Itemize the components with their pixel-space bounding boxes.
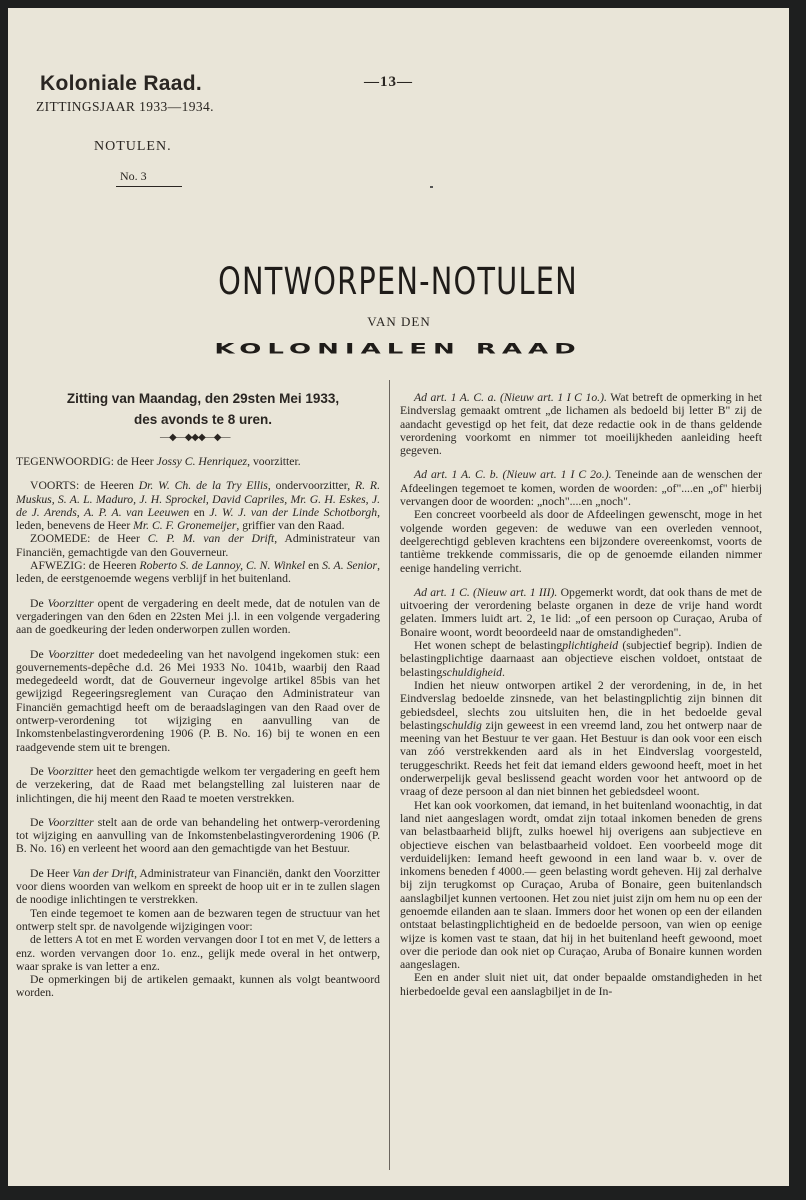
left-column — [8, 455, 380, 1000]
document-page — [8, 8, 789, 1186]
paragraph: De Voorzitter opent de vergadering en deelt mede, dat de notulen van de vergaderingen van den 6den en 22sten Mei j.l. in een volgende vergadering aan de goedkeuring der leden onderworpen zullen worden. — [16, 596, 380, 637]
paragraph: De opmerkingen bij de artikelen gemaakt, kunnen als volgt beantwoord worden. — [16, 973, 380, 1000]
paragraph: Een concreet voorbeeld als door de Afdeelingen gewenscht, moge in het volgende worden gegeven: de weduwe van een overleden vennoot, deelgerechtigd gebleven krachtens een bijzondere overeenkomst, voorts de tantième trekkende commissaris, die op de genoemde eilanden nimmer eenige handeling verricht. — [400, 508, 762, 575]
issue-number: No. 3 — [120, 169, 296, 187]
paragraph: VOORTS: de Heeren Dr. W. Ch. de la Try Ellis, ondervoorzitter, R. R. Muskus, S. A. L. Maduro, J. H. Sprockel, David Capriles, Mr. G. H. Eskes, J. de J. Arends, A. P. A. van Leeuwen en J. W. J. van der Linde Schotborgh, leden, benevens de Heer Mr. C. F. Gronemeijer, griffier van den Raad. — [16, 479, 380, 533]
paragraph: Ad art. 1 A. C. a. (Nieuw art. 1 I C 1o.). Wat betreft de opmerking in het Eindverslag gemaakt omtrent „de lichamen als bedoeld bij letter B" zij de aandacht gevestigd op het feit, dat deze redactie ook in de thans geldende verordening voorkomt en nimmer tot moeilijkheden aanleiding heeft gegeven. — [400, 391, 762, 458]
main-title: ONTWORPEN-NOTULEN — [218, 260, 578, 303]
paragraph: Het kan ook voorkomen, dat iemand, in het buitenland woonachtig, in dat land niet aangeslagen wordt, omdat zijn totaal inkomen beneden de grens van belastbaarheid blijft, zulks hoewel hij overigens aan subjectieve en objectieve eischen van belastbaarheid voldoet. Een voorbeeld moge dit verduidelijken: Iemand heeft gewoond in een land waar b. v. over de inkomens beneden f 4000.— geen belasting wordt geheven. Hij zal derhalve bij zijn terugkomst op Curaçao, Aruba of Bonaire, geen buitenlandsch aanslagbiljet kunnen vertoonen. Het zou niet juist zijn om hem nu op een der genoemde eilanden aan te slaan. Immers door het wonen op een der eilanden ontstaat belastingplichtigheid en de bedoelde persoon, van wien op eenige wijze is komen vast te staan, dat hij in het buitenland heeft gewoond, moet over die periode dan ook niet op Curaçao, Aruba of Bonaire kunnen worden aangeslagen. — [400, 798, 762, 972]
session-heading — [34, 388, 372, 430]
council-title: KOLONIALEN RAAD — [214, 340, 582, 358]
session-heading-line2: des avonds te 8 uren. — [133, 412, 273, 427]
paragraph: De Voorzitter doet mededeeling van het navolgend ingekomen stuk: een gouvernements-depêche d.d. 26 Mei 1933 No. 1041b, waarbij den Raad medegedeeld wordt, dat de Gouverneur ingevolge artikel 85bis van het gewijzigd Regeeringsreglement van Curaçao den Administrateur van Financiën gemachtigd heeft om de beraadslagingen van den Raad over de ontwerp-verordening tot wijziging en aanvulling van de Inkomstenbelastingverordening 1906 (P. B. No. 16) bij te wonen en een raadgevende stem uit te brengen. — [16, 647, 380, 754]
paragraph: De Voorzitter stelt aan de orde van behandeling het ontwerp-verordening tot wijziging en aanvulling van de Inkomstenbelastingverordening 1906 (P. B. No. 16) en verleent het woord aan den gemachtigde van het Bestuur. — [16, 815, 380, 856]
right-column — [400, 391, 762, 998]
paragraph: De Voorzitter heet den gemachtigde welkom ter vergadering en geeft hem de verzekering, dat de Raad met belangstelling zal luisteren naar de inlichtingen, die hij meent den Raad te moeten verstrekken. — [16, 764, 380, 805]
document-header — [36, 72, 296, 187]
paragraph: ZOOMEDE: de Heer C. P. M. van der Drift, Administrateur van Financiën, gemachtigde van den Gouverneur. — [16, 532, 380, 559]
paragraph: AFWEZIG: de Heeren Roberto S. de Lannoy, C. N. Winkel en S. A. Senior, leden, de eerstgenoemde wegens verblijf in het buitenland. — [16, 559, 381, 586]
session-year: ZITTINGSJAAR 1933—1934. — [36, 99, 214, 114]
session-heading-line1: Zitting van Maandag, den 29sten Mei 1933, — [66, 391, 340, 406]
paragraph: Een en ander sluit niet uit, dat onder bepaalde omstandigheden in het hierbedoelde geval een aanslagbiljet in de In- — [400, 971, 762, 998]
page-number: —13— — [364, 74, 413, 90]
paragraph: de letters A tot en met E worden vervangen door I tot en met V, de letters a enz. worden vervangen door 1o. enz., gelijk mede overal in het ontwerp, waar sprake is van letter a enz. — [16, 933, 380, 973]
paragraph: Ad art. 1 A. C. b. (Nieuw art. 1 I C 2o.). Teneinde aan de wenschen der Afdeelingen tegemoet te komen, worden de woorden: „of"....en „of" hierbij vervangen door de woorden: „noch"....en „noch". — [400, 468, 762, 509]
paragraph: Ten einde tegemoet te komen aan de bezwaren tegen de structuur van het ontwerp stelt spr. de navolgende wijzigingen voor: — [16, 906, 380, 933]
column-divider — [389, 380, 390, 1170]
section-label: NOTULEN. — [94, 139, 172, 154]
council-name: Koloniale Raad. — [40, 72, 203, 95]
paragraph: Het wonen schept de belastingplichtigheid (subjectief begrip). Indien de belastingplichtige daarnaast aan objectieve eischen voldoet, ontstaat de belastingschuldigheid. — [400, 639, 763, 679]
paragraph: Ad art. 1 C. (Nieuw art. 1 III). Opgemerkt wordt, dat ook thans de met de uitvoering der verordening belaste organen in deze de vrije hand wordt gelaten. Immers luidt art. 2, 1e lid: „of een persoon op Curaçao, Aruba of Bonaire woont, wordt beoordeeld naar de omstandigheden". — [400, 585, 762, 639]
subtitle-van-den: VAN DEN — [367, 314, 431, 329]
paragraph: De Heer Van der Drift, Administrateur van Financiën, dankt den Voorzitter voor diens woorden van welkom en spreekt de hoop uit er in te zullen slagen de noodige inlichtingen te verstrekken. — [16, 866, 381, 907]
print-speck — [430, 186, 433, 188]
ornament-divider: —◆—◆◆◆—◆— — [160, 432, 230, 443]
paragraph: TEGENWOORDIG: de Heer Jossy C. Henriquez, voorzitter. — [16, 455, 301, 468]
paragraph: Indien het nieuw ontworpen artikel 2 der verordening, in de, in het Eindverslag bedoelde zinsnede, van het belastingplichtig zijn binnen dit gebiedsdeel, slechts zou uitsluiten hen, die in het bedoelde geval belastingschuldig zijn geweest in een vreemd land, zou het ontwerp naar de meening van het Bestuur te ver gaan. Het Bestuur is dan ook voor een eisch van zóó verstrekkenden aard als in het Eindverslag voorgesteld, teruggeschrikt. Reeds het feit dat iemand elders gewoond heeft, moet in het onderwerpelijk geval beslissend geacht worden voor het antwoord op de vraag of deze persoon al dan niet binnen het gebiedsdeel woont. — [400, 678, 762, 799]
